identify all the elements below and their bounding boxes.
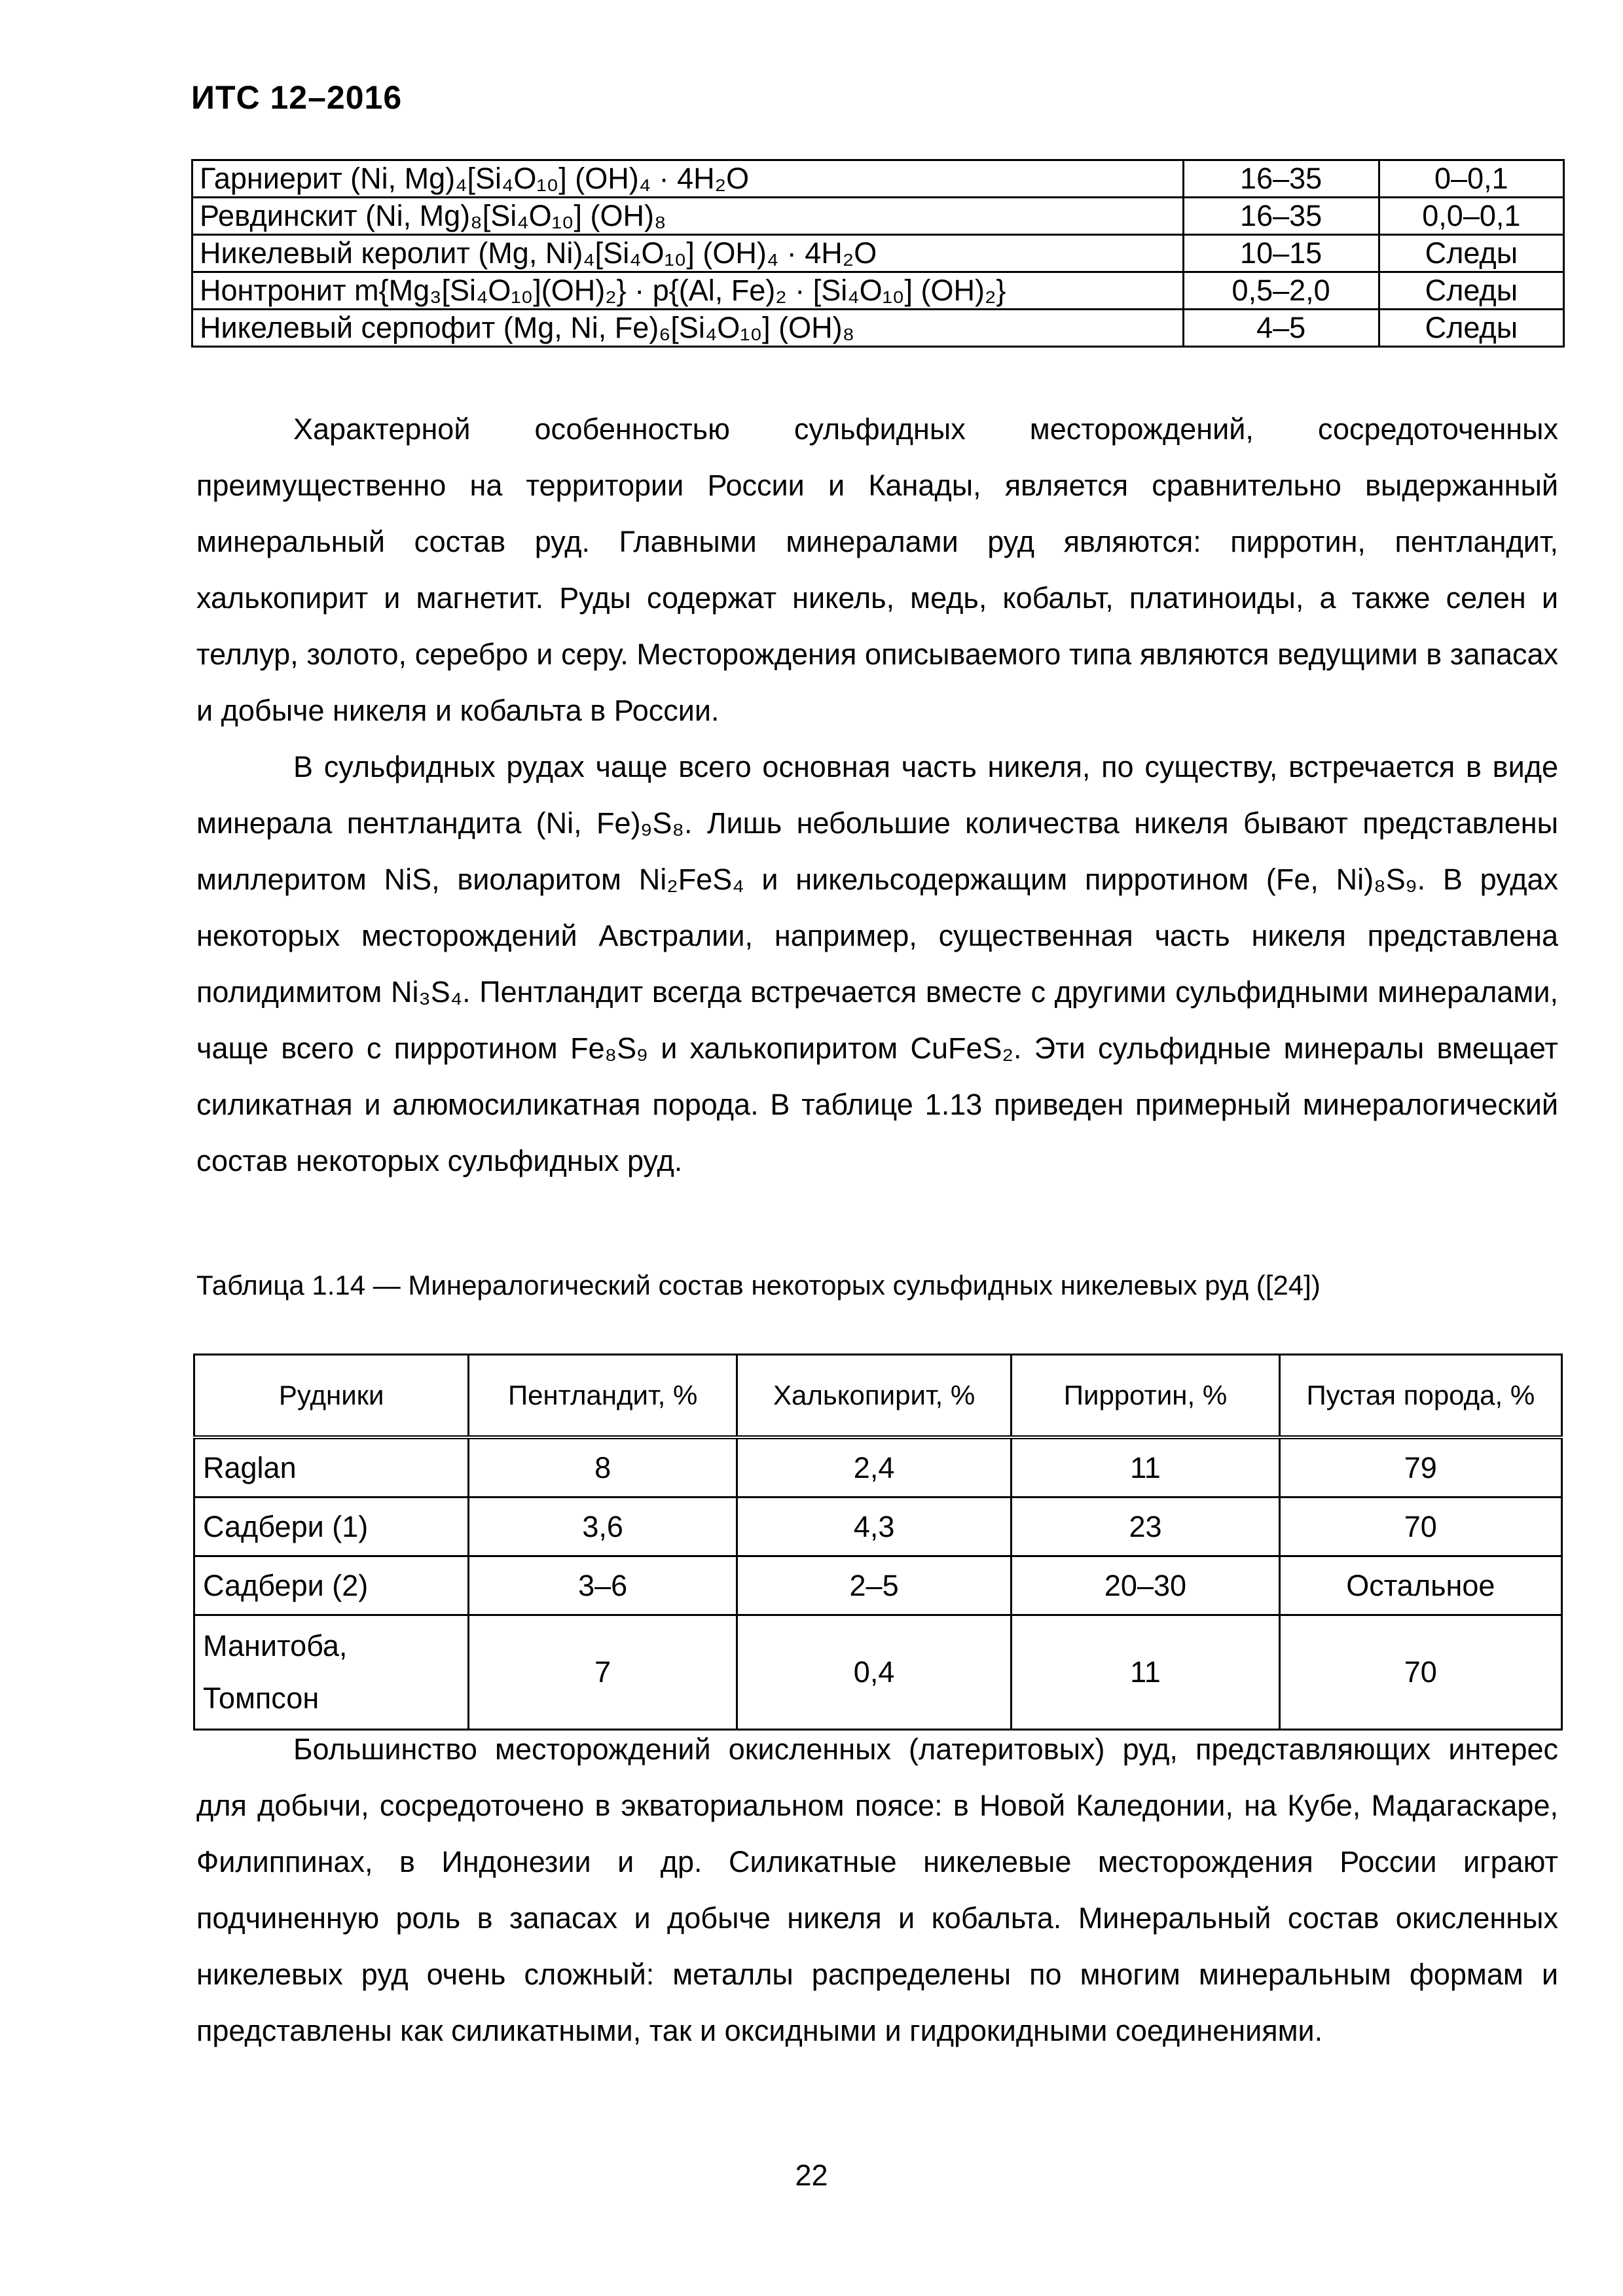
value-cell: 0,0–0,1 — [1379, 198, 1563, 235]
mine-name-cell: Манитоба, Томпсон — [194, 1615, 469, 1730]
table-row — [192, 198, 1564, 235]
document-code-header: ИТС 12–2016 — [191, 79, 403, 116]
minerals-continuation-table — [191, 159, 1565, 348]
paragraph: В сульфидных рудах чаще всего основная часть никеля, по существу, встречается в виде минерала пентландита (Ni, Fe)₉S₈. Лишь небольшие количества никеля бывают представлены миллеритом NiS, виоларитом Ni₂FeS₄ и никельсодержащим пирротином (Fe, Ni)₈S₉. В рудах некоторых месторождений Австралии, например, существенная часть никеля представлена полидимитом Ni₃S₄. Пентландит всегда встречается вместе с другими сульфидными минералами, чаще всего с пирротином Fe₈S₉ и халькопиритом CuFeS₂. Эти сульфидные минералы вмещает силикатная и алюмосиликатная порода. В таблице 1.13 приведен примерный минералогический состав некоторых сульфидных руд. — [196, 750, 1558, 1177]
body-text-section-1 — [196, 401, 1558, 1189]
value-cell: 4–5 — [1183, 310, 1379, 347]
page-number: 22 — [795, 2159, 828, 2192]
value-cell: 79 — [1279, 1437, 1561, 1498]
body-text-section-2 — [196, 1721, 1558, 2059]
value-cell: 2,4 — [737, 1437, 1011, 1498]
mine-name-cell: Raglan — [194, 1437, 469, 1498]
value-cell: 16–35 — [1183, 198, 1379, 235]
table-header-row — [194, 1355, 1562, 1438]
table-row — [192, 160, 1564, 198]
value-cell: 70 — [1279, 1498, 1561, 1556]
mineral-cell: Ревдинскит (Ni, Mg)₈[Si₄O₁₀] (OH)₈ — [192, 198, 1184, 235]
column-header: Пирротин, % — [1012, 1355, 1279, 1438]
mineral-cell: Никелевый керолит (Mg, Ni)₄[Si₄O₁₀] (OH)₄ · 4H₂O — [192, 235, 1184, 272]
mine-name-cell: Садбери (1) — [194, 1498, 469, 1556]
paragraph: Характерной особенностью сульфидных месторождений, сосредоточенных преимущественно на территории России и Канады, является сравнительно выдержанный минеральный состав руд. Главными минералами руд являются: пирротин, пентландит, халькопирит и магнетит. Руды содержат никель, медь, кобальт, платиноиды, а также селен и теллур, золото, серебро и серу. Месторождения описываемого типа являются ведущими в запасах и добыче никеля и кобальта в России. — [196, 412, 1558, 727]
mineral-cell: Никелевый серпофит (Mg, Ni, Fe)₆[Si₄O₁₀] (OH)₈ — [192, 310, 1184, 347]
value-cell: 23 — [1012, 1498, 1279, 1556]
column-header: Рудники — [194, 1355, 469, 1438]
value-cell: 2–5 — [737, 1556, 1011, 1615]
value-cell: 8 — [469, 1437, 737, 1498]
value-cell: 4,3 — [737, 1498, 1011, 1556]
sulfide-ores-table — [193, 1354, 1563, 1731]
value-cell: 70 — [1279, 1615, 1561, 1730]
value-cell: Следы — [1379, 310, 1563, 347]
value-cell: 0,5–2,0 — [1183, 272, 1379, 310]
value-cell: Остальное — [1279, 1556, 1561, 1615]
table-row — [194, 1437, 1562, 1498]
value-cell: 10–15 — [1183, 235, 1379, 272]
column-header: Пентландит, % — [469, 1355, 737, 1438]
value-cell: 16–35 — [1183, 160, 1379, 198]
value-cell: 11 — [1012, 1437, 1279, 1498]
value-cell: Следы — [1379, 272, 1563, 310]
table-row — [192, 310, 1564, 347]
table-row — [194, 1556, 1562, 1615]
value-cell: 0,4 — [737, 1615, 1011, 1730]
value-cell: 11 — [1012, 1615, 1279, 1730]
value-cell: 7 — [469, 1615, 737, 1730]
mineral-cell: Нонтронит m{Mg₃[Si₄O₁₀](OH)₂} · p{(Al, Fe)₂ · [Si₄O₁₀] (OH)₂} — [192, 272, 1184, 310]
table-row — [192, 235, 1564, 272]
column-header: Пустая порода, % — [1279, 1355, 1561, 1438]
mineral-cell: Гарниерит (Ni, Mg)₄[Si₄O₁₀] (OH)₄ · 4H₂O — [192, 160, 1184, 198]
value-cell: 0–0,1 — [1379, 160, 1563, 198]
table-row — [194, 1498, 1562, 1556]
table-row — [194, 1615, 1562, 1730]
paragraph: Большинство месторождений окисленных (латеритовых) руд, представляющих интерес для добычи, сосредоточено в экваториальном поясе: в Новой Каледонии, на Кубе, Мадагаскаре, Филиппинах, в Индонезии и др. Силикатные никелевые месторождения России играют подчиненную роль в запасах и добыче никеля и кобальта. Минеральный состав окисленных никелевых руд очень сложный: металлы распределены по многим минеральным формам и представлены как силикатными, так и оксидными и гидрокидными соединениями. — [196, 1732, 1558, 2047]
value-cell: 3–6 — [469, 1556, 737, 1615]
value-cell: 20–30 — [1012, 1556, 1279, 1615]
mine-name-cell: Садбери (2) — [194, 1556, 469, 1615]
table-row — [192, 272, 1564, 310]
value-cell: 3,6 — [469, 1498, 737, 1556]
column-header: Халькопирит, % — [737, 1355, 1011, 1438]
table-caption: Таблица 1.14 — Минералогический состав некоторых сульфидных никелевых руд ([24]) — [196, 1270, 1321, 1300]
value-cell: Следы — [1379, 235, 1563, 272]
